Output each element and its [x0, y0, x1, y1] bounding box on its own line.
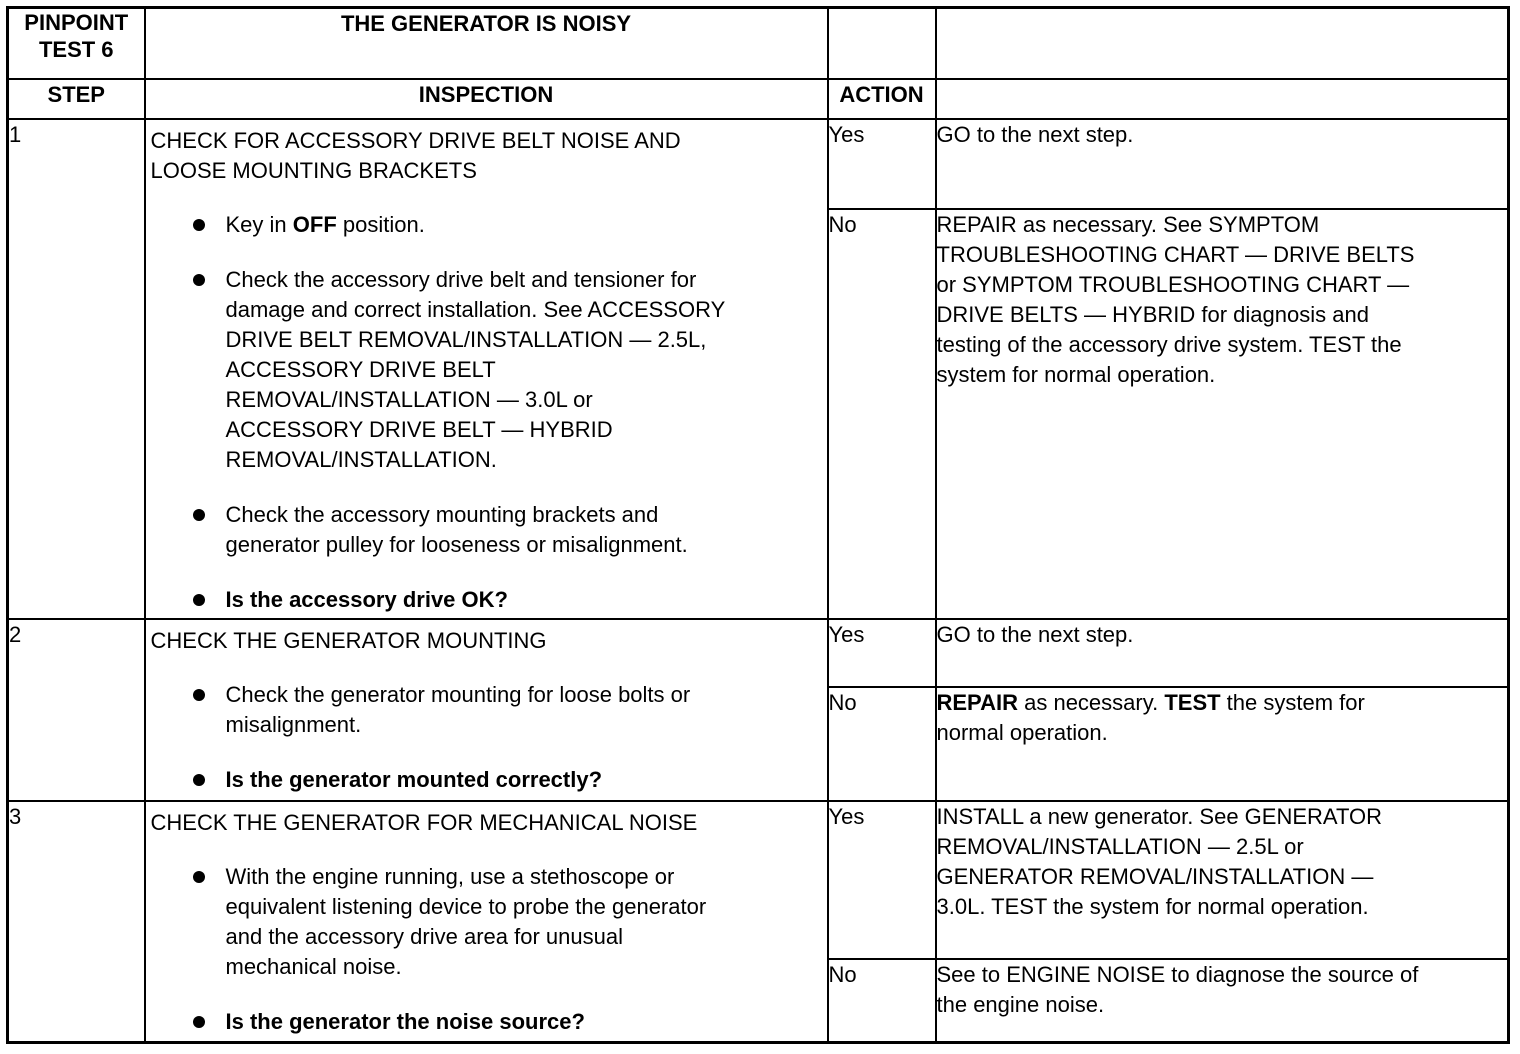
action-no-label: No: [828, 687, 936, 801]
pinpoint-test-table: [6, 6, 1510, 1044]
step-inspection: [145, 801, 828, 1043]
bullet-dot-icon: [193, 1016, 205, 1028]
step-title: CHECK THE GENERATOR MOUNTING: [150, 627, 547, 653]
bullet-item: Check the accessory drive belt and tensioner for damage and correct installation. See ACCESSORY DRIVE BELT REMOVAL/INSTALLATION — 2.5L, ACCESSORY DRIVE BELT REMOVAL/INSTALLATION — 3.0L or ACCESSORY DRIVE BELT — HYBRID REMOVAL/INSTALLATION.: [151, 265, 821, 475]
column-header-step: STEP: [8, 79, 145, 119]
step-title: CHECK FOR ACCESSORY DRIVE BELT NOISE AND LOOSE MOUNTING BRACKETS: [150, 127, 681, 183]
column-header-action: ACTION: [828, 79, 936, 119]
step-number: 1: [8, 119, 145, 619]
pinpoint-label: PINPOINT TEST 6: [8, 8, 145, 79]
inspection-bullets: [151, 680, 821, 795]
bullet-question: Is the accessory drive OK?: [151, 585, 821, 615]
bullet-item: Key in OFF position.: [151, 210, 821, 240]
bullet-dot-icon: [193, 774, 205, 786]
action-no-label: No: [828, 209, 936, 619]
bullet-question: Is the generator mounted correctly?: [151, 765, 821, 795]
bullet-question: Is the generator the noise source?: [151, 1007, 821, 1037]
bullet-dot-icon: [193, 689, 205, 701]
action-no-text: REPAIR as necessary. See SYMPTOM TROUBLESHOOTING CHART — DRIVE BELTS or SYMPTOM TROUBLESHOOTING CHART — DRIVE BELTS — HYBRID for diagnosis and testing of the accessory drive system. TEST the system for normal operation.: [936, 209, 1509, 619]
header-empty-cell: [828, 8, 936, 79]
action-yes-label: Yes: [828, 119, 936, 209]
step-2-row-yes: [8, 619, 1509, 687]
test-title: THE GENERATOR IS NOISY: [145, 8, 828, 79]
header-row-title: [8, 8, 1509, 79]
bullet-item: Check the accessory mounting brackets and generator pulley for looseness or misalignment.: [151, 500, 821, 560]
bullet-dot-icon: [193, 509, 205, 521]
step-3-row-yes: [8, 801, 1509, 959]
action-yes-text: GO to the next step.: [936, 119, 1509, 209]
bullet-dot-icon: [193, 871, 205, 883]
step-1-row-yes: [8, 119, 1509, 209]
bullet-dot-icon: [193, 219, 205, 231]
action-yes-text: INSTALL a new generator. See GENERATOR REMOVAL/INSTALLATION — 2.5L or GENERATOR REMOVAL/INSTALLATION — 3.0L. TEST the system for normal operation.: [936, 801, 1509, 959]
column-header-inspection: INSPECTION: [145, 79, 828, 119]
action-no-text: See to ENGINE NOISE to diagnose the source of the engine noise.: [936, 959, 1509, 1043]
action-no-label: No: [828, 959, 936, 1043]
step-inspection: [145, 619, 828, 801]
bullet-item: With the engine running, use a stethoscope or equivalent listening device to probe the generator and the accessory drive area for unusual mechanical noise.: [151, 862, 821, 982]
step-inspection: [145, 119, 828, 619]
step-number: 3: [8, 801, 145, 1043]
header-empty-cell: [936, 8, 1509, 79]
action-yes-label: Yes: [828, 801, 936, 959]
inspection-bullets: [151, 862, 821, 1037]
action-no-text: REPAIR as necessary. TEST the system for normal operation.: [936, 687, 1509, 801]
header-row-columns: [8, 79, 1509, 119]
inspection-bullets: [151, 210, 821, 615]
action-yes-text: GO to the next step.: [936, 619, 1509, 687]
bullet-item: Check the generator mounting for loose bolts or misalignment.: [151, 680, 821, 740]
bullet-dot-icon: [193, 594, 205, 606]
header-empty-cell: [936, 79, 1509, 119]
step-title: CHECK THE GENERATOR FOR MECHANICAL NOISE: [150, 809, 698, 835]
step-number: 2: [8, 619, 145, 801]
action-yes-label: Yes: [828, 619, 936, 687]
bullet-dot-icon: [193, 274, 205, 286]
